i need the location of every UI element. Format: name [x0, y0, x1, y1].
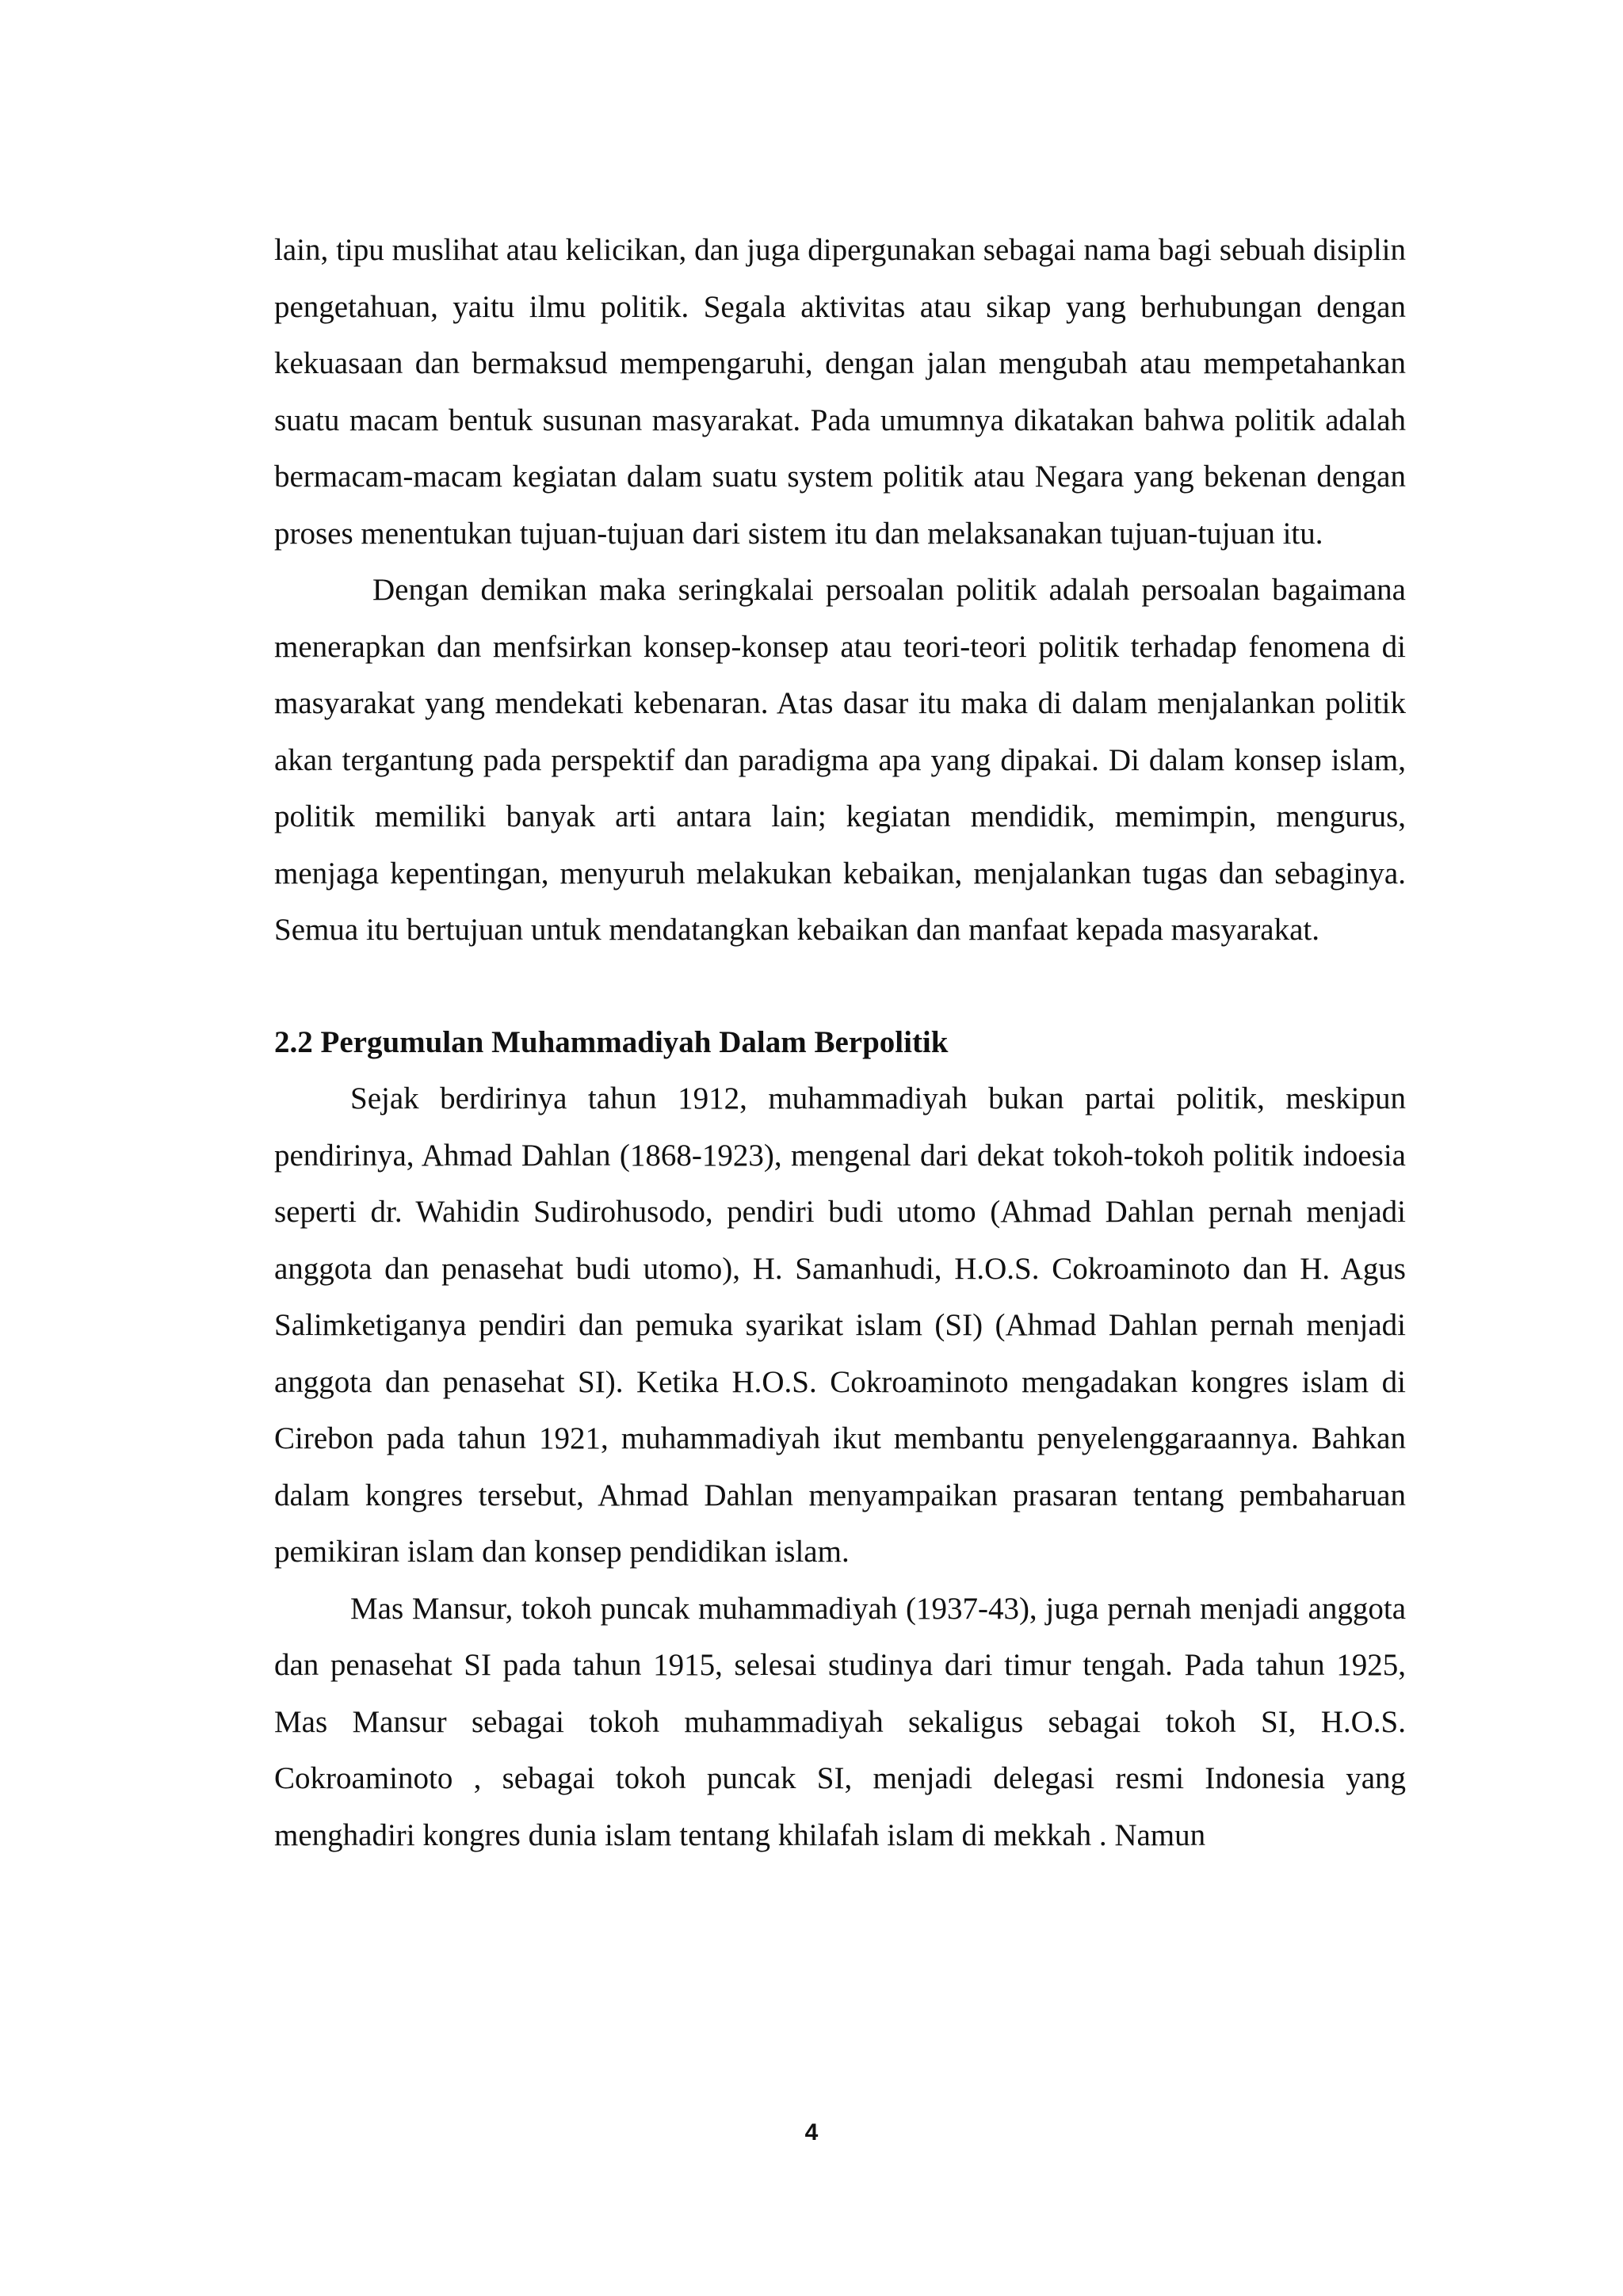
section-heading: 2.2 Pergumulan Muhammadiyah Dalam Berpolitik	[274, 1024, 949, 1059]
paragraph-mas-mansur: Mas Mansur, tokoh puncak muhammadiyah (1937-43), juga pernah menjadi anggota dan penasehat SI pada tahun 1915, selesai studinya dari timur tengah. Pada tahun 1925, Mas Mansur sebagai tokoh muhammadiyah sekaligus sebagai tokoh SI, H.O.S. Cokroaminoto , sebagai tokoh puncak SI, menjadi delegasi resmi Indonesia yang menghadiri kongres dunia islam tentang khilafah islam di mekkah . Namun	[274, 1591, 1406, 1852]
page-body	[274, 222, 1406, 1863]
paragraph-politik-persoalan: Dengan demikan maka seringkalai persoalan politik adalah persoalan bagaimana menerapkan dan menfsirkan konsep-konsep atau teori-teori politik terhadap fenomena di masyarakat yang mendekati kebenaran. Atas dasar itu maka di dalam menjalankan politik akan tergantung pada perspektif dan paradigma apa yang dipakai. Di dalam konsep islam, politik memiliki banyak arti antara lain; kegiatan mendidik, memimpin, mengurus, menjaga kepentingan, menyuruh melakukan kebaikan, menjalankan tugas dan sebaginya. Semua itu bertujuan untuk mendatangkan kebaikan dan manfaat kepada masyarakat.	[274, 573, 1406, 947]
paragraph-sejak-berdirinya: Sejak berdirinya tahun 1912, muhammadiyah bukan partai politik, meskipun pendirinya, Ahmad Dahlan (1868-1923), mengenal dari dekat tokoh-tokoh politik indoesia seperti dr. Wahidin Sudirohusodo, pendiri budi utomo (Ahmad Dahlan pernah menjadi anggota dan penasehat budi utomo), H. Samanhudi, H.O.S. Cokroaminoto dan H. Agus Salimketiganya pendiri dan pemuka syarikat islam (SI) (Ahmad Dahlan pernah menjadi anggota dan penasehat SI). Ketika H.O.S. Cokroaminoto mengadakan kongres islam di Cirebon pada tahun 1921, muhammadiyah ikut membantu penyelenggaraannya. Bahkan dalam kongres tersebut, Ahmad Dahlan menyampaikan prasaran tentang pembaharuan pemikiran islam dan konsep pendidikan islam.	[274, 1081, 1406, 1569]
paragraph-politik-definition: lain, tipu muslihat atau kelicikan, dan juga dipergunakan sebagai nama bagi sebuah disiplin pengetahuan, yaitu ilmu politik. Segala aktivitas atau sikap yang berhubungan dengan kekuasaan dan bermaksud mempengaruhi, dengan jalan mengubah atau mempetahankan suatu macam bentuk susunan masyarakat. Pada umumnya dikatakan bahwa politik adalah bermacam-macam kegiatan dalam suatu system politik atau Negara yang bekenan dengan proses menentukan tujuan-tujuan dari sistem itu dan melaksanakan tujuan-tujuan itu.	[274, 233, 1406, 551]
page-number: 4	[804, 2119, 819, 2145]
